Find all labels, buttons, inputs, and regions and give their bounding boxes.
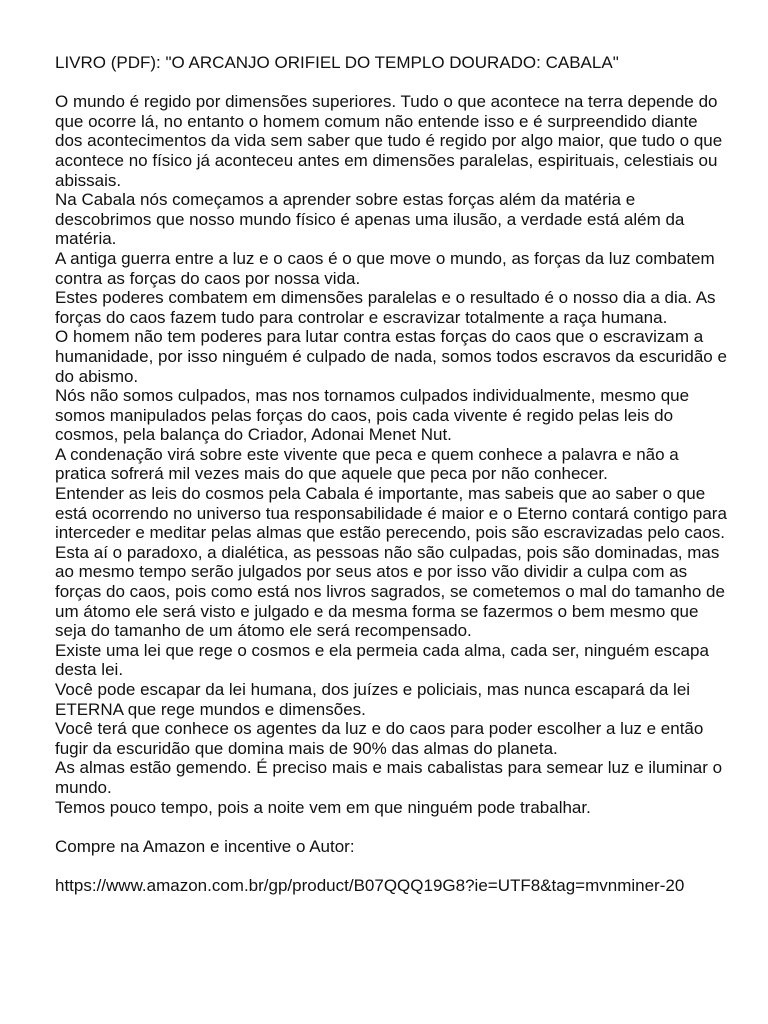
call-to-action: Compre na Amazon e incentive o Autor: — [55, 836, 355, 856]
paragraph: As almas estão gemendo. É preciso mais e mais cabalistas para semear luz e iluminar o mundo. — [55, 758, 723, 797]
spacer — [55, 817, 728, 837]
document-title: LIVRO (PDF): "O ARCANJO ORIFIEL DO TEMPLO DOURADO: CABALA" — [55, 53, 619, 72]
paragraph: A antiga guerra entre a luz e o caos é o que move o mundo, as forças da luz combatem contra as forças do caos por nossa vida. — [55, 248, 715, 288]
amazon-link[interactable]: https://www.amazon.com.br/gp/product/B07QQQ19G8?ie=UTF8&tag=mvnminer-20 — [55, 875, 685, 895]
paragraph: Você terá que conhece os agentes da luz e do caos para poder escolher a luz e então fugir da escuridão que domina mais de 90% das almas do planeta. — [55, 719, 704, 758]
paragraph: Você pode escapar da lei humana, dos juízes e policiais, mas nunca escapará da lei ETERNA que rege mundos e dimensões. — [55, 680, 691, 719]
paragraph: Temos pouco tempo, pois a noite vem em que ninguém pode trabalhar. — [55, 797, 591, 817]
document-body — [55, 92, 728, 817]
paragraph: O homem não tem poderes para lutar contra estas forças do caos que o escravizam a humanidade, por isso ninguém é culpado de nada, somos todos escravos da escuridão e do abismo. — [55, 327, 727, 386]
paragraph: O mundo é regido por dimensões superiores. Tudo o que acontece na terra depende do que ocorre lá, no entanto o homem comum não entende isso e é surpreendido diante dos acontecimentos da vida sem saber que tudo é regido por algo maior, que tudo o que acontece no físico já aconteceu antes em dimensões paralelas, espirituais, celestiais ou abissais. — [55, 92, 723, 190]
paragraph: Na Cabala nós começamos a aprender sobre estas forças além da matéria e descobrimos que nosso mundo físico é apenas uma ilusão, a verdade está além da matéria. — [55, 190, 685, 249]
paragraph: A condenação virá sobre este vivente que peca e quem conhece a palavra e não a pratica sofrerá mil vezes mais do que aquele que peca por não conhecer. — [55, 444, 679, 484]
paragraph: Entender as leis do cosmos pela Cabala é importante, mas sabeis que ao saber o que está ocorrendo no universo tua responsabilidade é maior e o Eterno contará contigo para interceder e meditar pelas almas que estão perecendo, pois são escravizadas pelo caos. — [55, 484, 727, 543]
paragraph: Nós não somos culpados, mas nos tornamos culpados individualmente, mesmo que somos manipulados pelas forças do caos, pois cada vivente é regido pelas leis do cosmos, pela balança do Criador, Adonai Menet Nut. — [55, 386, 690, 445]
paragraph: Existe uma lei que rege o cosmos e ela permeia cada alma, cada ser, ninguém escapa desta lei. — [55, 640, 709, 680]
spacer — [55, 856, 728, 876]
paragraph: Estes poderes combatem em dimensões paralelas e o resultado é o nosso dia a dia. As forças do caos fazem tudo para controlar e escravizar totalmente a raça humana. — [55, 288, 716, 327]
paragraph: Esta aí o paradoxo, a dialética, as pessoas não são culpadas, pois são dominadas, mas ao mesmo tempo serão julgados por seus atos e por isso vão dividir a culpa com as forças do caos, pois como está nos livros sagrados, se cometemos o mal do tamanho de um átomo ele será visto e julgado e da mesma forma se fazermos o bem mesmo que seja do tamanho de um átomo ele será recompensado. — [55, 542, 725, 641]
